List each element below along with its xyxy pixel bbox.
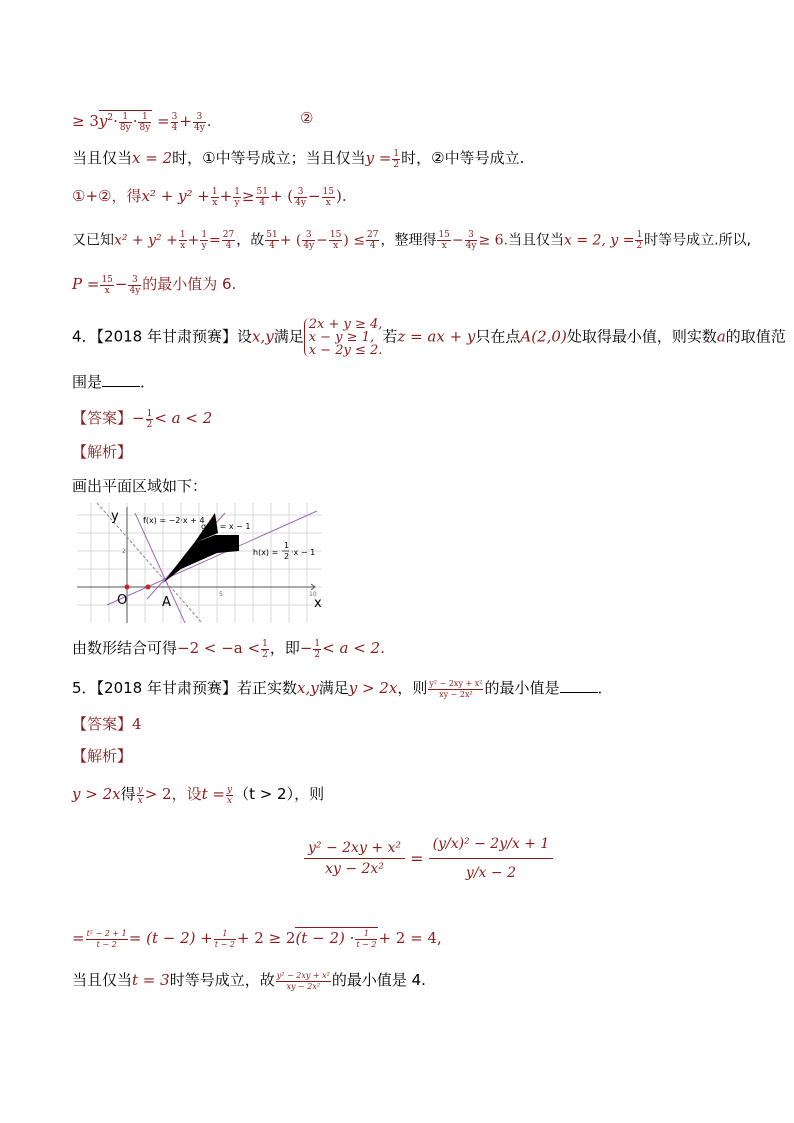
line-equality-cond: 当且仅当x = 2时，①中等号成立；当且仅当y = $\frac{1}{2}$ 时，②中等号成立. xyxy=(72,148,525,170)
y-axis-label: y xyxy=(111,509,119,524)
g-label: g(x) = x − 1 xyxy=(201,522,251,531)
q4-answer: 【答案】− $\frac{1}{2}$ < a < 2 xyxy=(72,408,213,430)
q5-step3: = $\frac{\text{t² − 2 + 1}}{t - 2}$ = (t − 2) + $\frac{1}{t - 2}$ + 2 ≥ 2(t − 2) · $\frac{1}{t - 2}$ + 2 = 4, xyxy=(72,928,442,949)
q5-step1: y > 2x得 $\frac{y}{x}$ > 2，设t = $\frac{y}{x}$ （t > 2），则 xyxy=(72,784,325,806)
q5-answer: 【答案】4 xyxy=(72,715,142,733)
answer-blank xyxy=(102,372,140,387)
tick-x5: 5 xyxy=(219,591,223,598)
q4-statement: 4．【2018 年甘肃预赛】设x,y满足 2x + y ≥ 4, x − y ≥ 1, x − 2y ≤ 2. 若z = ax + y只在点A(2,0)处取得最小值，则实数a的取值范 xyxy=(72,317,786,358)
q5-conclusion: 当且仅当t = 3时等号成立，故 $\frac{\text{y² − 2xy + x²}}{\text{xy − 2x²}}$ 的最小值是 4. xyxy=(72,970,426,991)
h-label-a: h(x) = xyxy=(253,548,279,557)
origin-point xyxy=(125,585,130,590)
constraint-system: 2x + y ≥ 4, x − y ≥ 1, x − 2y ≤ 2. xyxy=(304,318,383,357)
q5-statement: 5．【2018 年甘肃预赛】若正实数x,y满足y > 2x，则 $\frac{\text{y² − 2xy + x²}}{\text{xy − 2x²}}$ 的最小值是 ． xyxy=(72,678,613,699)
q4-draw-text: 画出平面区域如下： xyxy=(72,477,208,495)
feasible-region xyxy=(163,535,239,583)
h-frac-den: 2 xyxy=(284,552,290,561)
line-sum: ①+②，得x² + y² + $\frac{1}{x}$ + $\frac{1}{y}$ ≥ $\frac{51}{4}$ + ( $\frac{3}{4y}$ − $\frac{15}{x}$ ). xyxy=(72,186,347,208)
answer-blank-q5 xyxy=(560,678,598,693)
h-frac-num: 1 xyxy=(284,541,290,550)
x-axis-label: x xyxy=(314,596,322,611)
tick-x10: 10 xyxy=(309,591,317,598)
q4-statement-cont: 围是 ． xyxy=(72,373,156,391)
tick-y2: 2 xyxy=(122,548,126,555)
line-known: 又已知x² + y² + $\frac{1}{x}$ + $\frac{1}{y}$ = $\frac{27}{4}$ ，故 $\frac{51}{4}$ + ( $\frac{3}{4y}$ − $\frac{15}{x}$ ) ≤ $\frac{27}{4}$ ，整理得 $\frac{15}{x}$ − $\frac{3}{4y}$ ≥ 6.当且仅当x = 2, y = $\frac{1}{2}$ 时等号成立.所以, xyxy=(72,230,752,251)
line-am-gm: ≥ $3y^2\cdot$ $\frac{1}{8y}$ · $\frac{1}{8y}$ = $\frac{3}{4}$ + $\frac{3}{4y}$ . ② xyxy=(72,109,314,133)
f-label: f(x) = −2·x + 4 xyxy=(143,516,205,525)
display-equation: $\frac{\text{y² − 2xy + x²}}{\text{xy − 2x²}}$ = $\frac{\text{(y/x)² − 2y/x + 1}}{y/x - 2}$ xyxy=(304,830,553,887)
q4-solution-label: 【解析】 xyxy=(72,443,133,461)
circle-marker-2: ② xyxy=(300,109,314,127)
line-conclusion-p: P = $\frac{15}{x}$ − $\frac{3}{4y}$ 的最小值为 6. xyxy=(72,274,237,296)
feasible-region-graph xyxy=(77,503,322,623)
q4-conclusion: 由数形结合可得−2 < −a < $\frac{1}{2}$ ，即− $\frac{1}{2}$ < a < 2. xyxy=(72,638,385,660)
h-label-b: ·x − 1 xyxy=(291,548,316,557)
point-a xyxy=(146,585,151,590)
q5-solution-label: 【解析】 xyxy=(72,747,133,765)
origin-label: O xyxy=(117,593,128,608)
a-label: A xyxy=(162,595,171,610)
